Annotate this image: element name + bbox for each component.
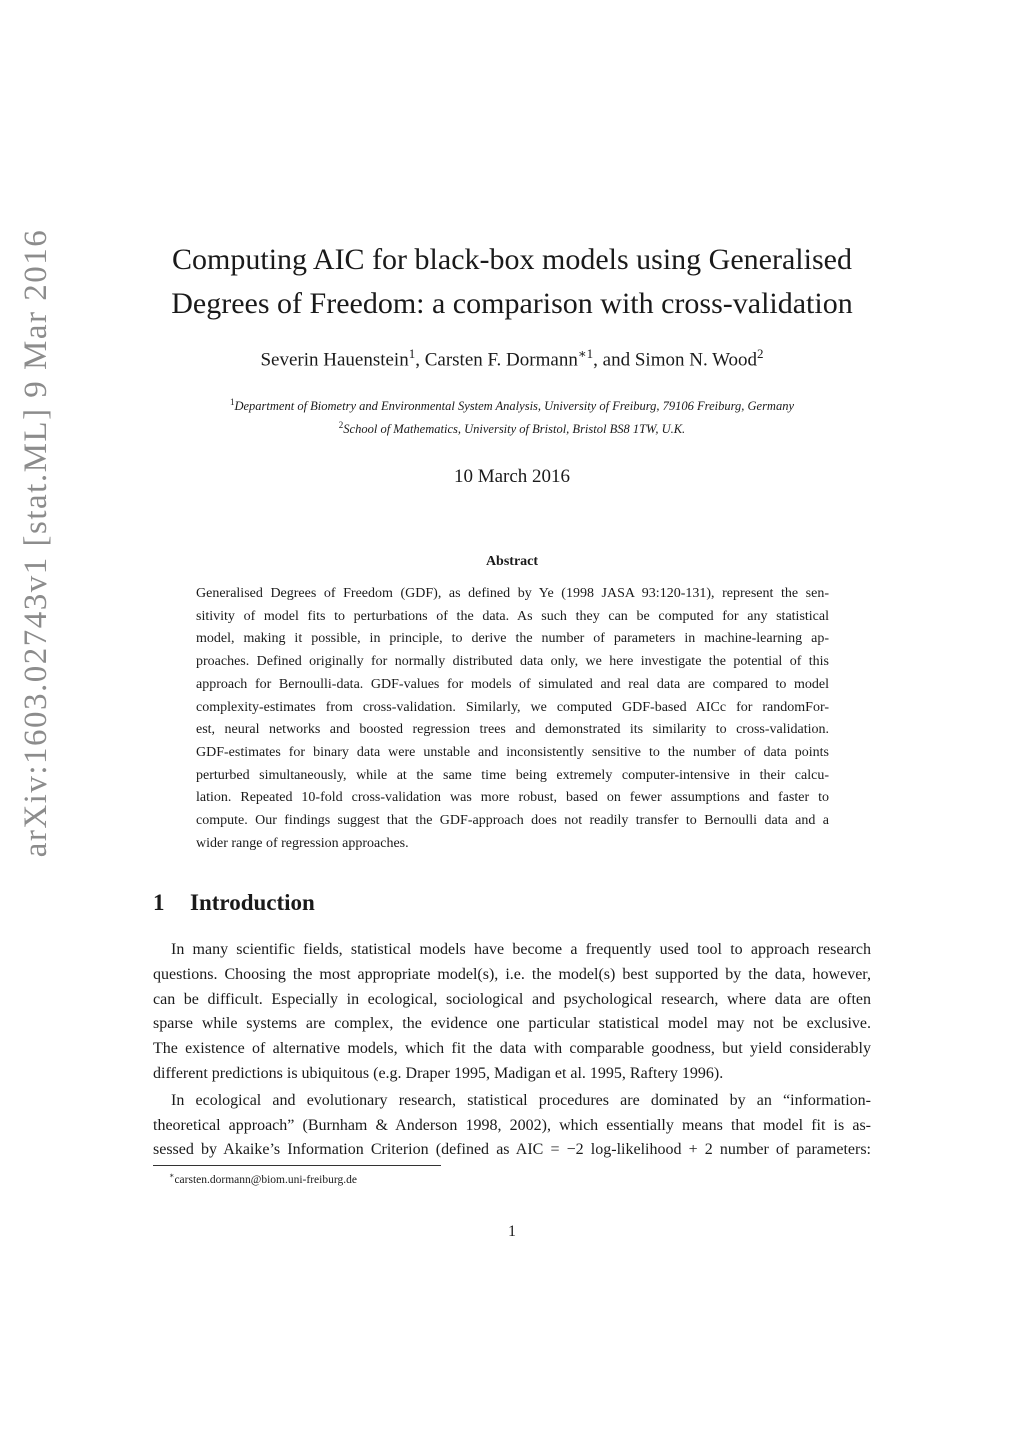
footnote-email: carsten.dormann@biom.uni-freiburg.de	[174, 1173, 357, 1186]
affiliation-text: Department of Biometry and Environmental System Analysis, University of Freiburg, 79106 Freiburg, Germany	[234, 399, 795, 414]
author-separator: ,	[415, 349, 425, 371]
affiliation-line	[150, 416, 874, 439]
author-name: Carsten F. Dormann	[424, 349, 578, 371]
affiliation-list	[150, 393, 874, 439]
section-title: Introduction	[190, 890, 315, 915]
footnote-divider	[153, 1165, 441, 1166]
page-number: 1	[508, 1223, 516, 1240]
abstract-line: complexity-estimates from cross-validation. Similarly, we computed GDF-based AICc for randomFor-	[196, 699, 829, 715]
title-line-1: Computing AIC for black-box models using Generalised	[172, 243, 852, 276]
intro-line: theoretical approach” (Burnham & Anderson 1998, 2002), which essentially means that model fit is as-	[153, 1116, 871, 1134]
affiliation-mark: 2	[338, 420, 344, 431]
affiliation-mark: 1	[229, 397, 235, 407]
section-number: 1	[153, 890, 165, 915]
intro-line: The existence of alternative models, which fit the data with comparable goodness, but yield considerably	[153, 1040, 871, 1058]
abstract-line: wider range of regression approaches.	[196, 835, 409, 851]
abstract-body	[196, 583, 829, 855]
intro-line: different predictions is ubiquitous (e.g. Draper 1995, Madigan et al. 1995, Raftery 1996).	[153, 1064, 724, 1082]
abstract-line: est, neural networks and boosted regression trees and demonstrated its similarity to cross-validation.	[196, 722, 829, 738]
author-name: Simon N. Wood	[634, 349, 758, 371]
title-line-2: Degrees of Freedom: a comparison with cross-validation	[171, 287, 853, 320]
abstract-heading: Abstract	[485, 554, 539, 569]
abstract-line: GDF-estimates for binary data were unstable and inconsistently sensitive to the number of data points	[196, 744, 829, 760]
introduction-body	[153, 938, 871, 1163]
footnote-mark: ∗	[169, 1171, 175, 1180]
intro-line: questions. Choosing the most appropriate model(s), i.e. the model(s) best supported by the data, however,	[153, 965, 871, 983]
paper-title	[150, 238, 874, 326]
abstract-line: Generalised Degrees of Freedom (GDF), as defined by Ye (1998 JASA 93:120-131), represent the sen-	[196, 586, 829, 601]
author-name: Severin Hauenstein	[260, 349, 409, 371]
abstract-line: compute. Our findings suggest that the GDF-approach does not readily transfer to Bernoulli data and a	[196, 813, 829, 829]
intro-line: In many scientific fields, statistical models have become a frequently used tool to approach research	[171, 941, 871, 958]
intro-line: sessed by Akaike’s Information Criterion (defined as AIC = −2 log-likelihood + 2 number of parameters:	[153, 1141, 871, 1159]
abstract-line: model, making it possible, in principle, to derive the number of parameters in machine-learning ap-	[196, 631, 829, 647]
publication-date: 10 March 2016	[453, 466, 571, 487]
affiliation-line	[150, 393, 874, 416]
abstract-line: proaches. Defined originally for normally distributed data only, we here investigate the potential of this	[196, 654, 829, 670]
author-affiliation-mark: ∗1	[577, 346, 594, 361]
author-list	[150, 346, 874, 371]
abstract-line: sitivity of model fits to perturbations of the data. As such they can be computed for any statistical	[196, 608, 829, 624]
author-affiliation-mark: 1	[408, 346, 416, 361]
abstract-line: approach for Bernoulli-data. GDF-values for models of simulated and real data are compared to model	[196, 676, 829, 692]
intro-line: sparse while systems are complex, the evidence one particular statistical model may not be exclusive.	[153, 1015, 871, 1033]
section-heading-introduction	[153, 890, 753, 916]
arxiv-identifier-stamp: arXiv:1603.02743v1 [stat.ML] 9 Mar 2016	[18, 228, 54, 858]
intro-line: In ecological and evolutionary research, statistical procedures are dominated by an “information-	[171, 1091, 871, 1109]
author-affiliation-mark: 2	[757, 346, 764, 361]
author-separator: , and	[593, 349, 635, 371]
affiliation-text: School of Mathematics, University of Bristol, Bristol BS8 1TW, U.K.	[343, 422, 686, 437]
footnote	[169, 1171, 669, 1186]
abstract-line: lation. Repeated 10-fold cross-validation was more robust, based on fewer assumptions and faster to	[196, 790, 829, 806]
abstract-line: perturbed simultaneously, while at the same time being extremely computer-intensive in their calcu-	[196, 767, 829, 783]
intro-line: can be difficult. Especially in ecological, sociological and psychological research, where data are often	[153, 990, 871, 1008]
